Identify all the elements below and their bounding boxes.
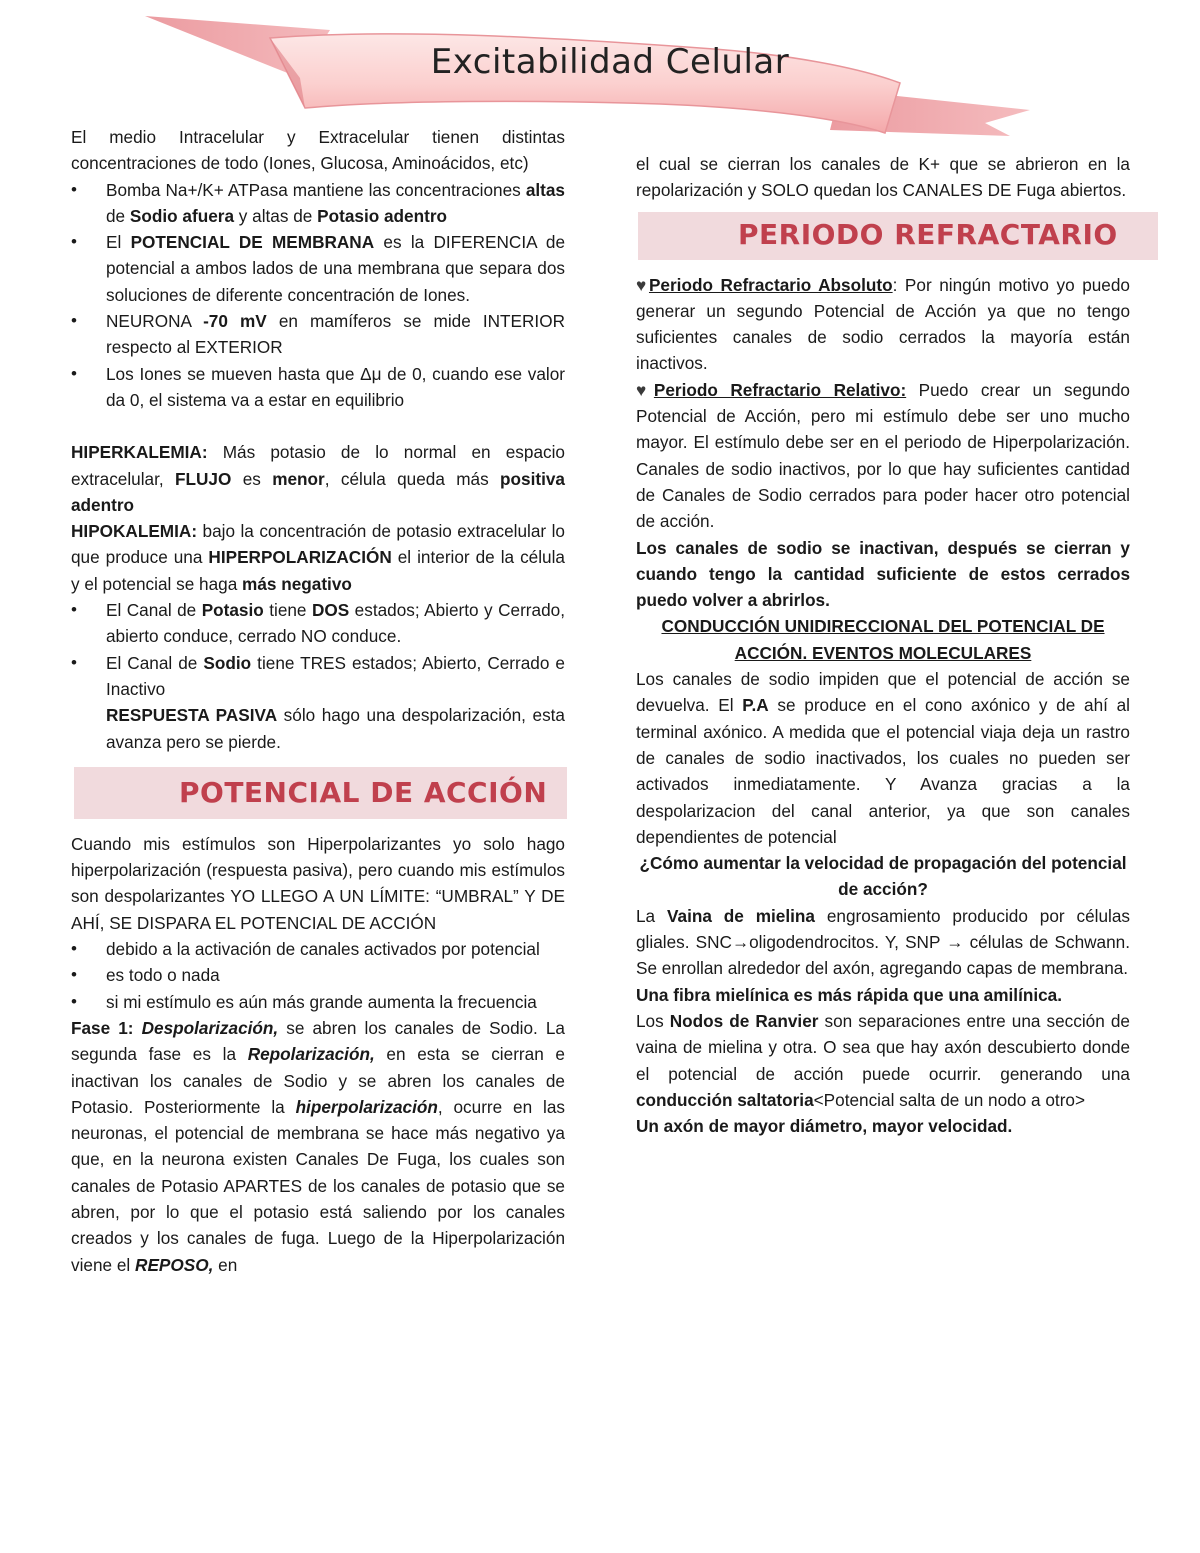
list-item: • El Canal de Sodio tiene TRES estados; Abierto, Cerrado e Inactivo (71, 650, 565, 703)
channels-bullet-list (71, 597, 565, 702)
left-column (71, 124, 565, 1278)
list-item: • El Canal de Potasio tiene DOS estados; Abierto y Cerrado, abierto conduce, cerrado NO conduce. (71, 597, 565, 650)
accion-bullet-list (71, 936, 565, 1015)
conduccion-paragraph: Los canales de sodio impiden que el potencial de acción se devuelva. El P.A se produce en el cono axónico y de ahí al terminal axónico. A medida que el potencial viaja deja un rastro de canales de sodio inactivados, los cuales no pueden ser activados inmediatamente. Y Avanza gracias a la despolarizacion del canal anterior, ya que son canales dependientes de potencial (636, 669, 1130, 847)
inactivan-paragraph: Los canales de sodio se inactivan, después se cierran y cuando tengo la cantidad suficiente de estos cerrados puedo volver a abrirlos. (636, 537, 1130, 611)
refractario-relativo-paragraph: ♥Periodo Refractario Relativo: Puedo crear un segundo Potencial de Acción, pero mi estímulo debe ser uno mucho mayor. El estímulo debe ser en el periodo de Hiperpolarización. Canales de sodio inactivos, por lo que hay suficientes cantidad de Canales de Sodio cerrados para poder hacer otro potencial de acción. (636, 379, 1130, 532)
conduccion-heading: CONDUCCIÓN UNIDIRECCIONAL DEL POTENCIAL DE ACCIÓN. EVENTOS MOLECULARES (661, 616, 1105, 663)
right-column (636, 151, 1130, 1139)
fases-paragraph: Fase 1: Despolarización, se abren los canales de Sodio. La segunda fase es la Repolarización, en esta se cierran e inactivan los canales de Sodio y se abren los canales de Potasio. Posteriormente la hiperpolarización, ocurre en las neuronas, el potencial de membrana se hace más negativo ya que, en la neurona existen Canales De Fuga, los cuales son canales de Potasio APARTES de los canales de potasio que se abren, por lo que el potasio está saliendo por los canales creados y los canales de fuga. Luego de la Hiperpolarización viene el REPOSO, en (71, 1017, 565, 1275)
nodos-paragraph: Los Nodos de Ranvier son separaciones entre una sección de vaina de mielina y otra. O sea que hay axón descubierto donde el potencial de acción puede ocurrir. generando una conducción saltatoria<Potencial salta de un nodo a otro> (636, 1010, 1130, 1110)
section-banner-potencial-accion (74, 767, 567, 819)
accion-paragraph: Cuando mis estímulos son Hiperpolarizantes yo solo hago hiperpolarización (respuesta pasiva), pero cuando mis estímulos son despolarizantes YO LLEGO A UN LÍMITE: “UMBRAL” Y DE AHÍ, SE DISPARA EL POTENCIAL DE ACCIÓN (71, 833, 565, 933)
continuation-paragraph: el cual se cierran los canales de K+ que se abrieron en la repolarización y SOLO quedan los CANALES DE Fuga abiertos. (636, 154, 1130, 201)
refractario-absoluto-paragraph: ♥Periodo Refractario Absoluto: Por ningún motivo yo puedo generar un segundo Potencial de Acción ya que no tengo suficientes canales de sodio cerrados la mayoría están inactivos. (636, 274, 1130, 374)
section-banner-periodo-refractario (638, 212, 1158, 260)
list-item: • Los Iones se mueven hasta que Δμ de 0, cuando ese valor da 0, el sistema va a estar en equilibrio (71, 361, 565, 414)
section-heading: POTENCIAL DE ACCIÓN (179, 775, 548, 809)
list-item: • si mi estímulo es aún más grande aumenta la frecuencia (71, 989, 565, 1015)
respuesta-pasiva-paragraph: RESPUESTA PASIVA sólo hago una despolarización, esta avanza pero se pierde. (106, 705, 565, 752)
vaina-paragraph: La Vaina de mielina engrosamiento producido por células gliales. SNC→oligodendrocitos. Y, SNP → células de Schwann. Se enrollan alrededor del axón, agregando capas de membrana. (636, 905, 1130, 979)
velocidad-question: ¿Cómo aumentar la velocidad de propagación del potencial de acción? (639, 853, 1127, 900)
list-item: • NEURONA -70 mV en mamíferos se mide INTERIOR respecto al EXTERIOR (71, 308, 565, 361)
list-item: • Bomba Na+/K+ ATPasa mantiene las concentraciones altas de Sodio afuera y altas de Potasio adentro (71, 177, 565, 230)
heart-icon: ♥ (636, 379, 654, 400)
intro-paragraph: El medio Intracelular y Extracelular tienen distintas concentraciones de todo (Iones, Glucosa, Aminoácidos, etc) (71, 127, 565, 174)
list-item: • El POTENCIAL DE MEMBRANA es la DIFERENCIA de potencial a ambos lados de una membrana que separa dos soluciones de diferente concentración de Iones. (71, 229, 565, 308)
list-item: • debido a la activación de canales activados por potencial (71, 936, 565, 962)
list-item: • es todo o nada (71, 962, 565, 988)
hipokalemia-paragraph: HIPOKALEMIA: bajo la concentración de potasio extracelular lo que produce una HIPERPOLARIZACIÓN el interior de la célula y el potencial se haga más negativo (71, 521, 565, 594)
heart-icon: ♥ (636, 274, 649, 295)
hiperkalemia-paragraph: HIPERKALEMIA: Más potasio de lo normal en espacio extracelular, FLUJO es menor, célula queda más positiva adentro (71, 442, 565, 515)
section-heading: PERIODO REFRACTARIO (738, 218, 1118, 252)
fibra-paragraph: Una fibra mielínica es más rápida que una amilínica. (636, 984, 1063, 1005)
intro-bullet-list (71, 177, 565, 414)
axon-paragraph: Un axón de mayor diámetro, mayor velocidad. (636, 1116, 1013, 1137)
page-title: Excitabilidad Celular (430, 42, 790, 82)
